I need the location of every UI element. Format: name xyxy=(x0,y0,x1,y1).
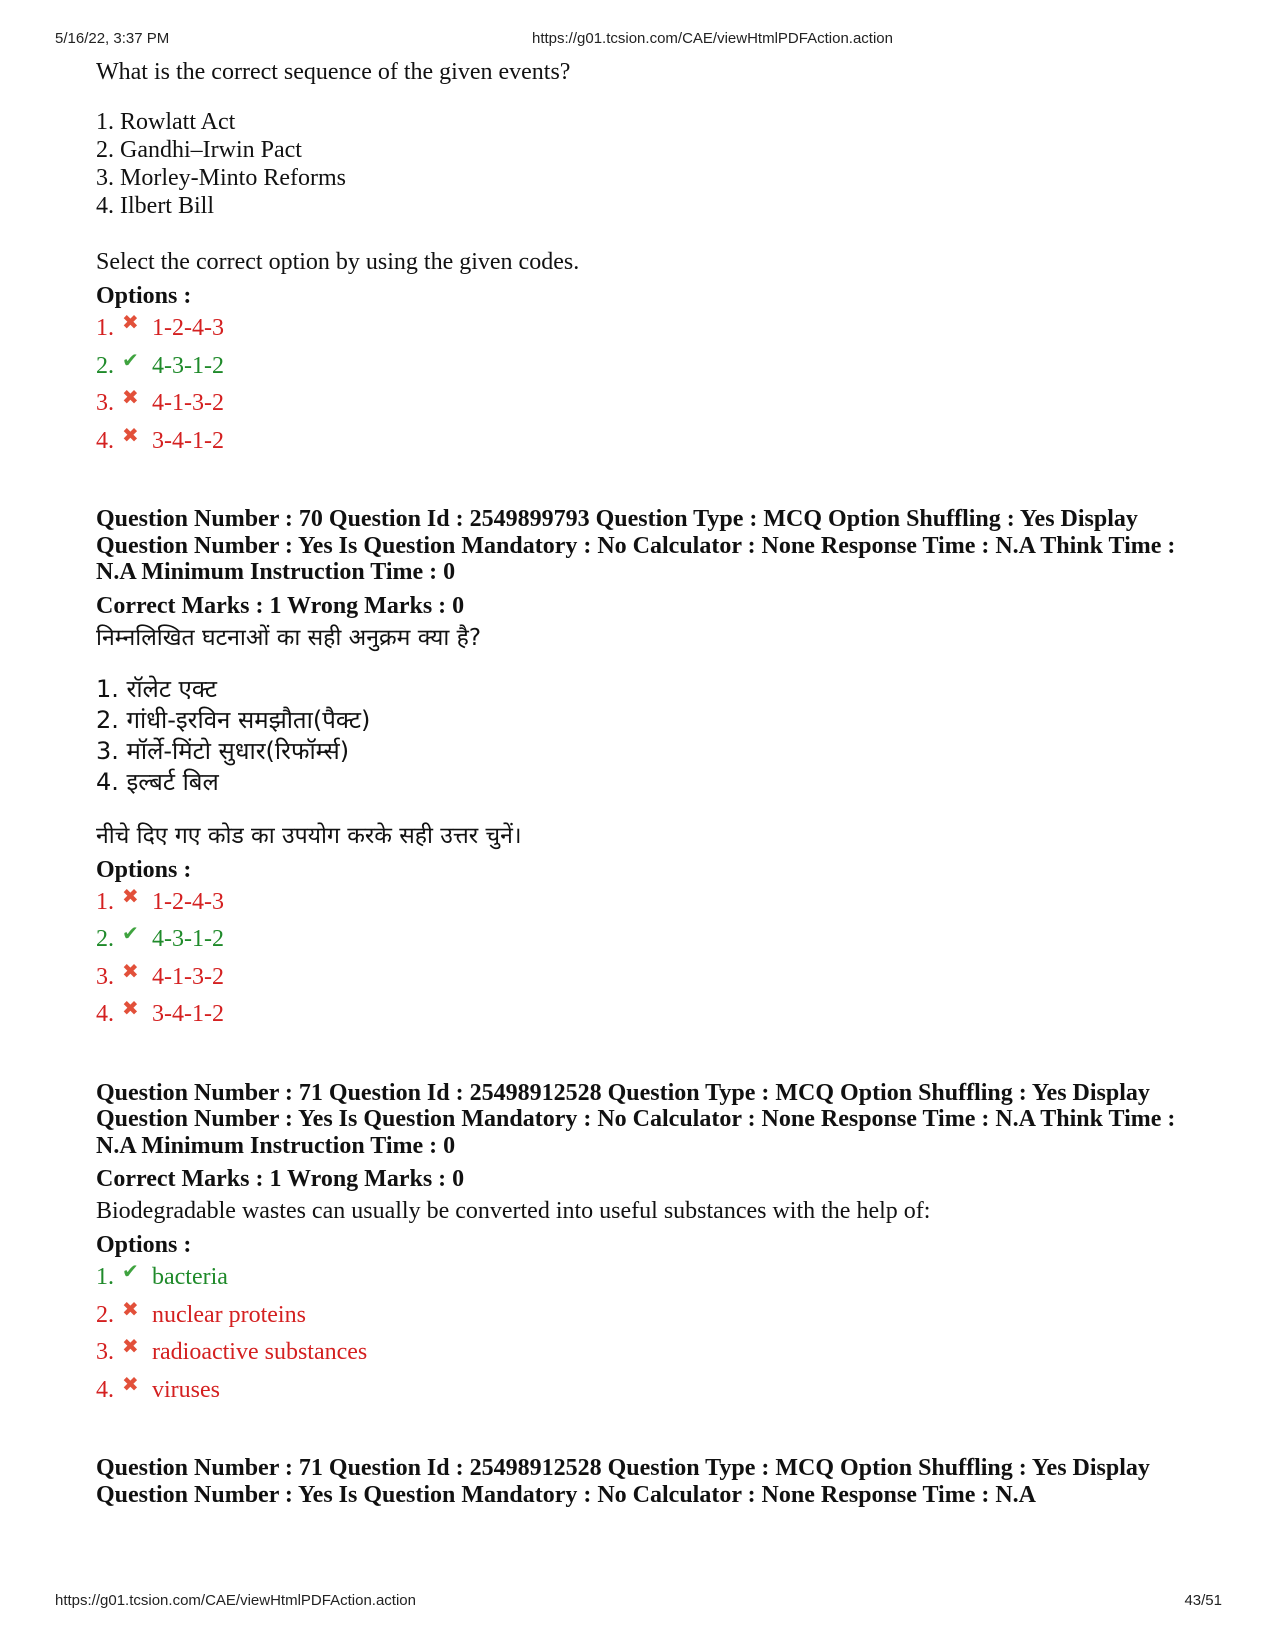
option-number: 1. xyxy=(96,315,114,341)
question-text: What is the correct sequence of the given events? xyxy=(96,59,571,85)
print-url: https://g01.tcsion.com/CAE/viewHtmlPDFAction.action xyxy=(532,30,893,47)
question-71 xyxy=(96,1080,1196,1414)
footer-url: https://g01.tcsion.com/CAE/viewHtmlPDFAction.action xyxy=(55,1592,416,1609)
print-footer xyxy=(0,1592,1275,1612)
option-text: 4-1-3-2 xyxy=(152,963,224,990)
option-text: bacteria xyxy=(152,1264,228,1290)
cross-icon: ✖ xyxy=(122,310,139,334)
list-item: 4. Ilbert Bill xyxy=(96,193,214,219)
list-item: 1. Rowlatt Act xyxy=(96,109,236,135)
print-datetime: 5/16/22, 3:37 PM xyxy=(55,30,170,47)
cross-icon: ✖ xyxy=(122,996,139,1020)
option-text: 1-2-4-3 xyxy=(152,888,224,915)
option-number: 1. xyxy=(96,888,114,915)
option-1 xyxy=(96,310,1196,352)
option-number: 1. xyxy=(96,1264,114,1290)
option-text: 1-2-4-3 xyxy=(152,315,224,341)
option-3 xyxy=(96,385,1196,427)
option-3 xyxy=(96,1334,1196,1376)
option-2 xyxy=(96,1296,1196,1339)
option-2 xyxy=(96,347,1196,390)
event-list xyxy=(96,674,1196,798)
cross-icon: ✖ xyxy=(122,385,139,409)
option-text: 4-3-1-2 xyxy=(152,352,224,379)
cross-icon: ✖ xyxy=(122,1371,139,1396)
option-text: 3-4-1-2 xyxy=(152,1001,224,1027)
question-meta: Question Number : 70 Question Id : 2549899793 Question Type : MCQ Option Shuffling : Yes Display Question Number : Yes Is Question Mandatory : No Calculator : None Response Time : N.A Think Time : N.A Minimum Instruction Time : 0 xyxy=(96,506,1176,585)
option-4 xyxy=(96,996,1196,1038)
options-label: Options : xyxy=(96,283,192,309)
option-1 xyxy=(96,1259,1196,1301)
list-item: 2. गांधी-इरविन समझौता(पैक्ट) xyxy=(96,705,371,734)
option-text: 3-4-1-2 xyxy=(152,427,224,454)
option-text: 4-3-1-2 xyxy=(152,926,224,952)
options-label: Options : xyxy=(96,1232,192,1258)
option-number: 4. xyxy=(96,1376,114,1403)
question-marks: Correct Marks : 1 Wrong Marks : 0 xyxy=(96,592,465,619)
option-text: 4-1-3-2 xyxy=(152,390,224,416)
option-number: 2. xyxy=(96,926,114,952)
option-number: 3. xyxy=(96,390,114,416)
cross-icon: ✖ xyxy=(122,958,139,983)
option-number: 3. xyxy=(96,1339,114,1365)
instruction-text: नीचे दिए गए कोड का उपयोग करके सही उत्तर चुनें। xyxy=(96,822,522,849)
option-4 xyxy=(96,422,1196,465)
instruction-text: Select the correct option by using the given codes. xyxy=(96,249,580,275)
question-69 xyxy=(96,58,1196,464)
option-number: 2. xyxy=(96,352,114,379)
check-icon: ✔ xyxy=(122,1259,139,1283)
page-content xyxy=(96,58,1196,1508)
option-4 xyxy=(96,1371,1196,1414)
question-meta: Question Number : 71 Question Id : 25498912528 Question Type : MCQ Option Shuffling : Yes Display Question Number : Yes Is Question Mandatory : No Calculator : None Response Time : N.A Think Time : N.A Minimum Instruction Time : 0 xyxy=(96,1079,1176,1159)
options-list xyxy=(96,310,1196,464)
list-item: 3. मॉर्ले-मिंटो सुधार(रिफॉर्म्स) xyxy=(96,736,350,765)
options-list xyxy=(96,883,1196,1038)
option-text: viruses xyxy=(152,1376,220,1403)
page-number: 43/51 xyxy=(1184,1592,1222,1609)
list-item: 2. Gandhi–Irwin Pact xyxy=(96,137,302,163)
question-text: Biodegradable wastes can usually be converted into useful substances with the help of: xyxy=(96,1198,931,1224)
option-3 xyxy=(96,958,1196,1001)
list-item: 3. Morley-Minto Reforms xyxy=(96,165,346,191)
option-number: 3. xyxy=(96,963,114,990)
option-1 xyxy=(96,883,1196,926)
question-meta: Question Number : 71 Question Id : 25498912528 Question Type : MCQ Option Shuffling : Yes Display Question Number : Yes Is Question Mandatory : No Calculator : None Response Time : N.A xyxy=(96,1455,1150,1508)
question-71-repeat xyxy=(96,1455,1196,1508)
options-label: Options : xyxy=(96,856,192,883)
options-list xyxy=(96,1259,1196,1413)
cross-icon: ✖ xyxy=(122,883,139,908)
event-list xyxy=(96,108,1196,220)
question-70 xyxy=(96,506,1196,1038)
option-text: nuclear proteins xyxy=(152,1301,306,1328)
cross-icon: ✖ xyxy=(122,1296,139,1321)
option-number: 2. xyxy=(96,1301,114,1328)
option-text: radioactive substances xyxy=(152,1339,368,1365)
list-item: 4. इल्बर्ट बिल xyxy=(96,767,219,796)
print-header xyxy=(0,30,1275,50)
option-number: 4. xyxy=(96,1001,114,1027)
option-number: 4. xyxy=(96,427,114,454)
question-text: निम्नलिखित घटनाओं का सही अनुक्रम क्या है? xyxy=(96,624,482,651)
list-item: 1. रॉलेट एक्ट xyxy=(96,674,218,703)
cross-icon: ✖ xyxy=(122,1334,139,1358)
cross-icon: ✖ xyxy=(122,422,139,447)
check-icon: ✔ xyxy=(122,921,139,945)
check-icon: ✔ xyxy=(122,347,139,372)
question-marks: Correct Marks : 1 Wrong Marks : 0 xyxy=(96,1166,465,1192)
option-2 xyxy=(96,921,1196,963)
